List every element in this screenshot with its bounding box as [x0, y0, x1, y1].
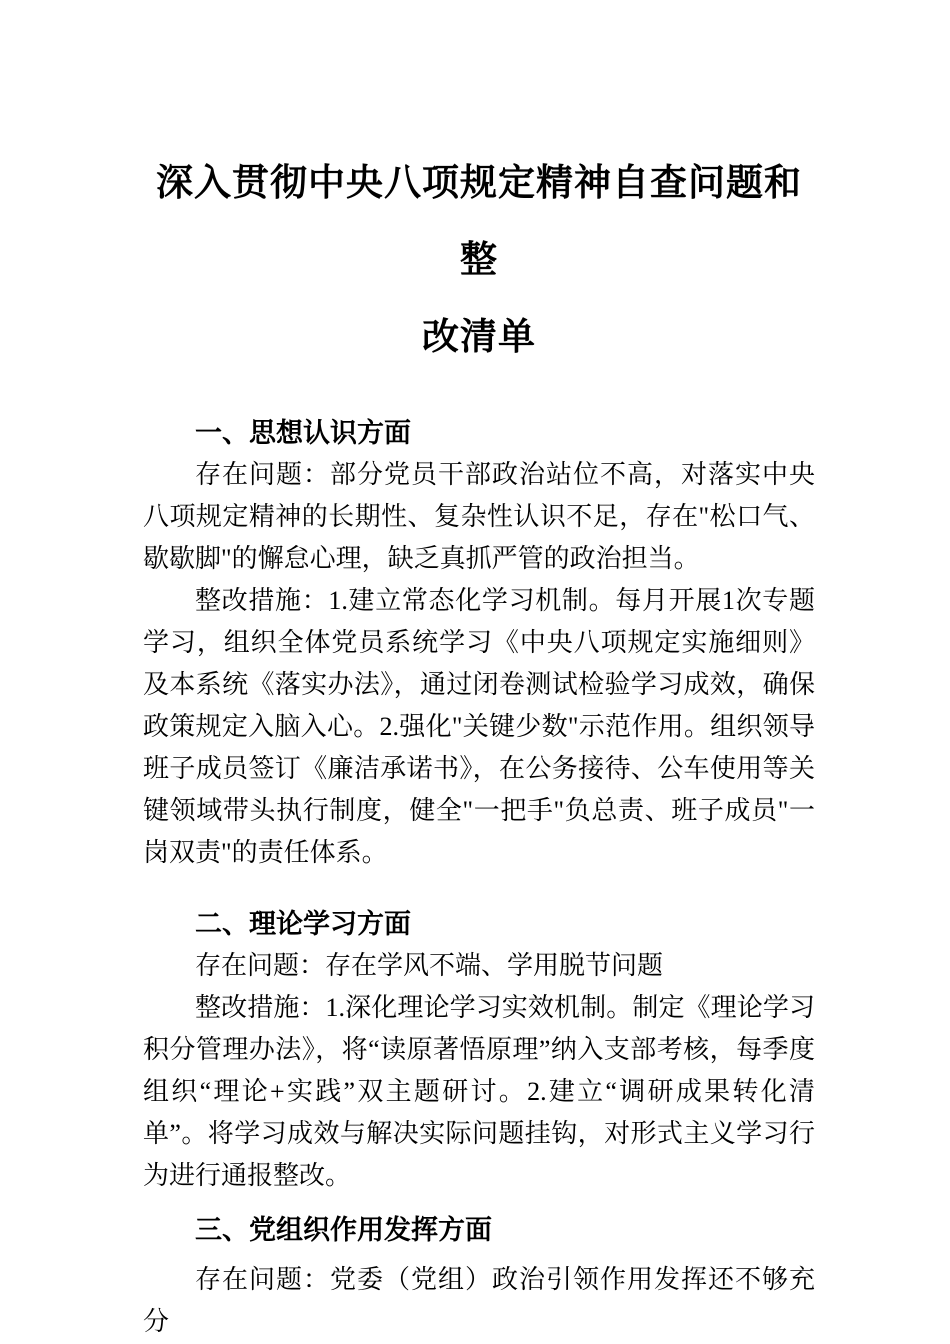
paragraph-problems-3: 存在问题：党委（党组）政治引领作用发挥还不够充分	[143, 1265, 815, 1336]
paragraph-measures-1: 整改措施：1.建立常态化学习机制。每月开展1次专题学习，组织全体党员系统学习《中央八项规定实施细则》及本系统《落实办法》，通过闭卷测试检验学习成效，确保政策规定入脑入心。2.强化"关键少数"示范作用。组织领导班子成员签订《廉洁承诺书》，在公务接待、公车使用等关键领域带头执行制度，健全"一把手"负总责、班子成员"一岗双责"的责任体系。	[143, 586, 815, 867]
paragraph-measures-2: 整改措施：1.深化理论学习实效机制。制定《理论学习积分管理办法》，将“读原著悟原理”纳入支部考核，每季度组织“理论+实践”双主题研讨。2.建立“调研成果转化清单”。将学习成效与解决实际问题挂钩，对形式主义学习行为进行通报整改。	[143, 993, 815, 1190]
document-title-line-1: 深入贯彻中央八项规定精神自查问题和整	[156, 163, 802, 281]
section-heading-thought-awareness: 一、思想认识方面	[195, 418, 411, 448]
section-heading-party-organization: 三、党组织作用发挥方面	[195, 1215, 492, 1245]
document-title	[143, 145, 815, 376]
section-heading-theory-study: 二、理论学习方面	[195, 909, 411, 939]
paragraph-problems-2: 存在问题：存在学风不端、学用脱节问题	[195, 951, 664, 980]
paragraph-problems-1: 存在问题：部分党员干部政治站位不高，对落实中央八项规定精神的长期性、复杂性认识不足，存在"松口气、歇歇脚"的懈怠心理，缺乏真抓严管的政治担当。	[143, 460, 815, 573]
document-title-line-2: 改清单	[422, 317, 536, 358]
